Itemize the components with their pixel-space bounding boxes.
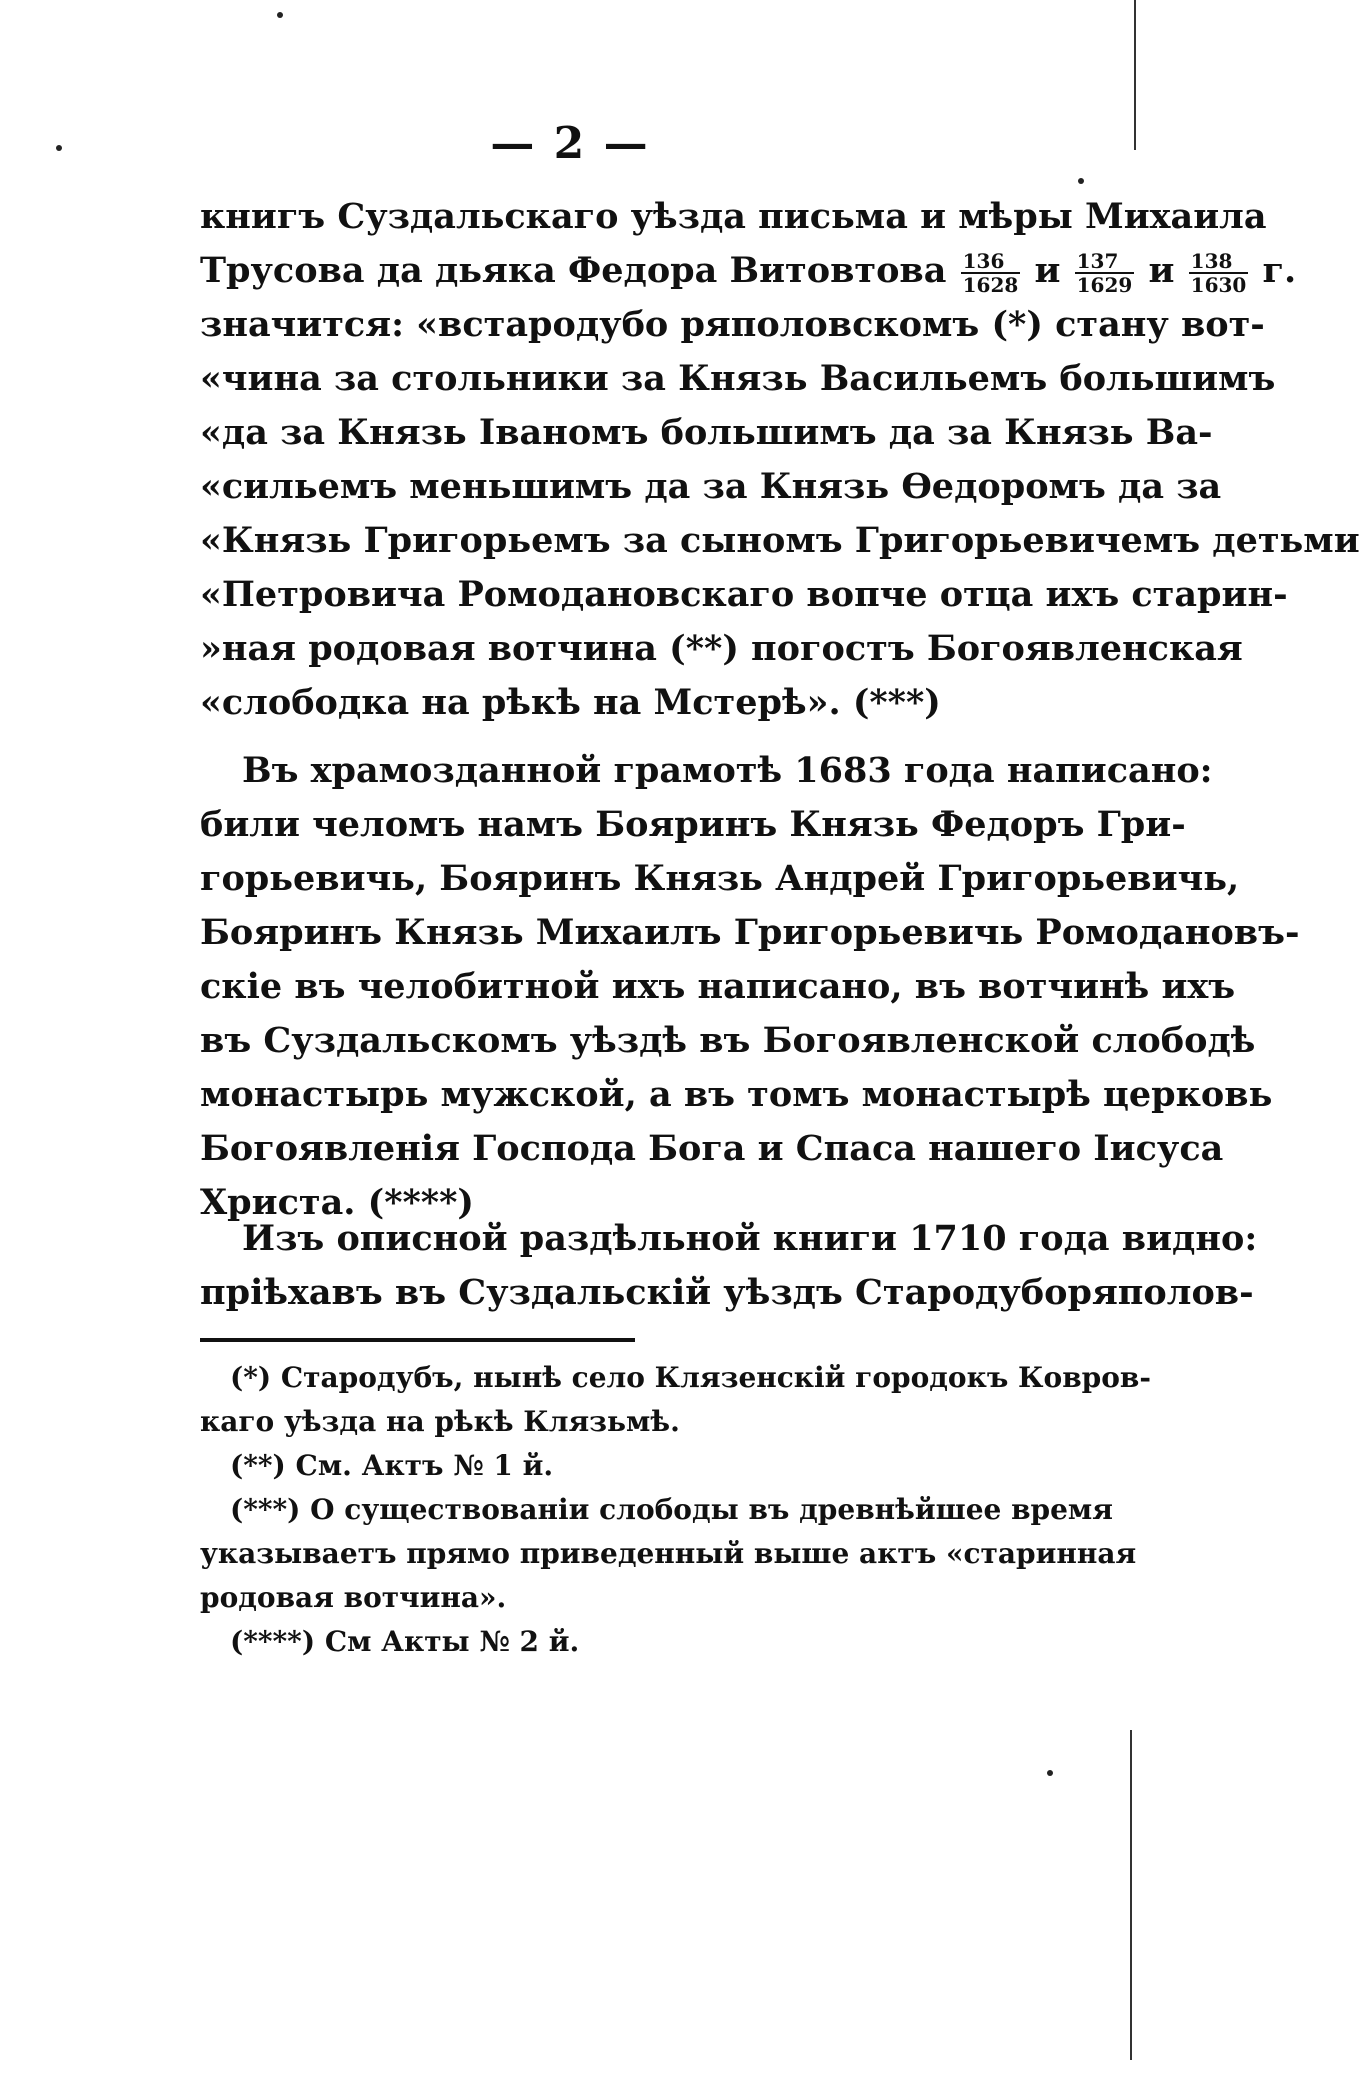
text-line: Бояринъ Князь Михаилъ Григорьевичь Ромодановъ-: [200, 912, 1300, 953]
footnote-3-line: (***) О существованіи слободы въ древнѣйшее время: [230, 1493, 1113, 1526]
text-line: «сильемъ меньшимъ да за Князь Өедоромъ да за: [200, 466, 1222, 507]
text-line: Въ храмозданной грамотѣ 1683 года написано:: [242, 750, 1213, 791]
text-line: «слободка на рѣкѣ на Мстерѣ». (***): [200, 682, 941, 723]
paragraph-3: [200, 1212, 1258, 1320]
conjunction: и: [1148, 250, 1175, 291]
text-line: Изъ описной раздѣльной книги 1710 года видно:: [242, 1218, 1258, 1259]
conjunction: и: [1034, 250, 1061, 291]
text-segment: г.: [1262, 250, 1297, 291]
scan-edge-line: [1130, 1730, 1132, 2060]
footnote-4: (****) См Акты № 2 й.: [230, 1625, 580, 1658]
footnote-1-line: каго уѣзда на рѣкѣ Клязьмѣ.: [200, 1405, 680, 1438]
fraction: [961, 250, 1021, 296]
paragraph-2: [200, 744, 1300, 1230]
scan-speck: [277, 12, 283, 18]
text-line: горьевичь, Бояринъ Князь Андрей Григорьевичь,: [200, 858, 1240, 899]
fraction: [1189, 250, 1249, 296]
footnote-divider: [200, 1338, 635, 1342]
text-line: скіе въ челобитной ихъ написано, въ вотчинѣ ихъ: [200, 966, 1236, 1007]
fraction: [1075, 250, 1135, 296]
fraction-numerator: 136: [961, 250, 1021, 274]
text-line: пріѣхавъ въ Суздальскій уѣздъ Стародуборяполов-: [200, 1272, 1254, 1313]
text-line: монастырь мужской, а въ томъ монастырѣ церковь: [200, 1074, 1273, 1115]
text-line: Христа. (****): [200, 1182, 474, 1223]
text-line: «да за Князь Іваномъ большимъ да за Князь Ва-: [200, 412, 1213, 453]
fraction-denominator: 1630: [1190, 272, 1247, 297]
footnote-2: (**) См. Актъ № 1 й.: [230, 1449, 554, 1482]
text-line: «чина за стольники за Князь Васильемъ большимъ: [200, 358, 1276, 399]
scan-speck: [56, 145, 62, 151]
scan-speck: [1078, 178, 1084, 184]
scan-speck: [1047, 1770, 1053, 1776]
fraction-numerator: 137: [1075, 250, 1135, 274]
footnote-1-line: (*) Стародубъ, нынѣ село Клязенскій городокъ Ковров-: [230, 1361, 1151, 1394]
paragraph-1: [200, 190, 1360, 730]
text-line: въ Суздальскомъ уѣздѣ въ Богоявленской слободѣ: [200, 1020, 1256, 1061]
scan-edge-line: [1134, 0, 1136, 150]
footnote-3-line: родовая вотчина».: [200, 1581, 507, 1614]
text-line: «Князь Григорьемъ за сыномъ Григорьевичемъ детьми: [200, 520, 1360, 561]
page-number: — 2 —: [490, 118, 650, 169]
fraction-denominator: 1628: [962, 272, 1019, 297]
text-line: »ная родовая вотчина (**) погостъ Богоявленская: [200, 628, 1243, 669]
footnote-3-line: указываетъ прямо приведенный выше актъ «старинная: [200, 1537, 1137, 1570]
fraction-numerator: 138: [1189, 250, 1249, 274]
text-line: били челомъ намъ Бояринъ Князь Федоръ Гри-: [200, 804, 1186, 845]
text-line: книгъ Суздальскаго уѣзда письма и мѣры Михаила: [200, 196, 1267, 237]
fraction-denominator: 1629: [1076, 272, 1133, 297]
text-line: значится: «встародубо ряполовскомъ (*) стану вот-: [200, 304, 1265, 345]
text-line: Богоявленія Господа Бога и Спаса нашего Іисуса: [200, 1128, 1224, 1169]
text-segment: Трусова да дьяка Федора Витовтова: [200, 250, 947, 291]
text-line: «Петровича Ромодановскаго вопче отца ихъ старин-: [200, 574, 1288, 615]
footnotes: [200, 1356, 1151, 1664]
text-line-with-fractions: [200, 244, 1297, 298]
